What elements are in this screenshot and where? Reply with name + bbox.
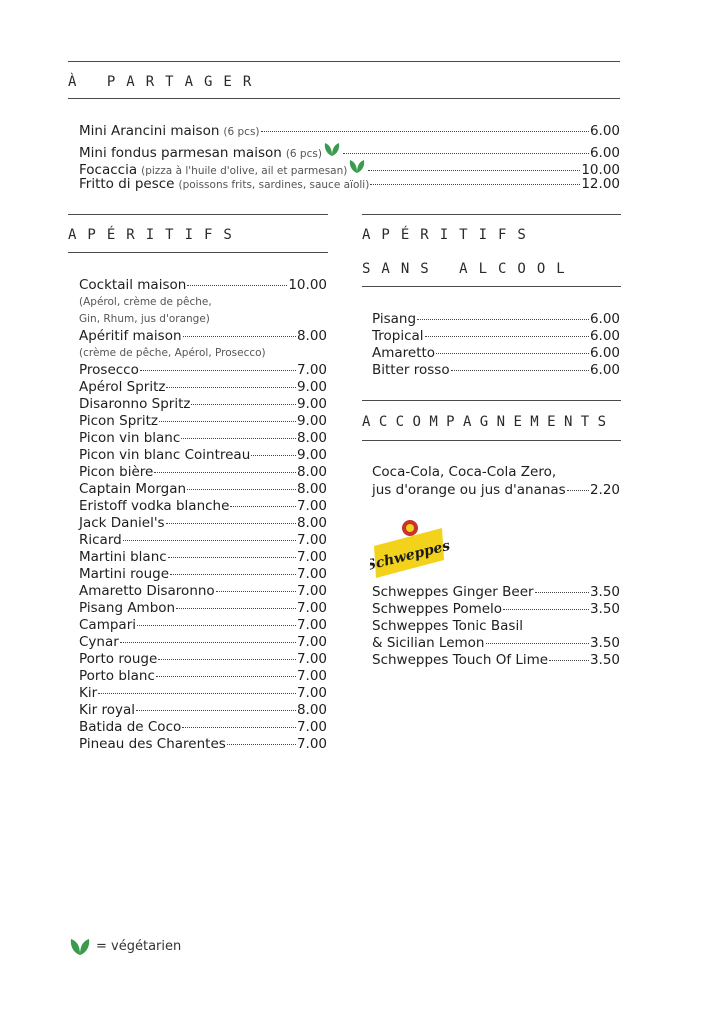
item-price: 7.00 — [296, 498, 327, 514]
menu-item — [79, 634, 327, 651]
item-name: Schweppes Ginger Beer — [372, 584, 534, 600]
item-price: 7.00 — [296, 532, 327, 548]
item-name: Kir royal — [79, 702, 135, 718]
item-price: 6.00 — [589, 328, 620, 344]
leader-dots — [261, 131, 589, 132]
item-description: (Apérol, crème de pêche, — [79, 296, 212, 308]
menu-item — [79, 430, 327, 447]
leader-dots — [98, 693, 296, 694]
leader-dots — [120, 642, 296, 643]
item-note: (poissons frits, sardines, sauce aïoli) — [178, 178, 370, 191]
leader-dots — [140, 370, 296, 371]
leader-dots — [549, 660, 589, 661]
section-title-sans-alcool-2: SANS ALCOOL — [362, 261, 576, 277]
item-price: 8.00 — [296, 481, 327, 497]
menu-item — [372, 345, 620, 362]
leader-dots — [425, 336, 589, 337]
menu-item — [79, 600, 327, 617]
menu-item — [79, 685, 327, 702]
item-price: 10.00 — [581, 162, 620, 178]
leader-dots — [156, 676, 296, 677]
section-title-aperitifs: APÉRITIFS — [68, 227, 243, 243]
item-name: Ricard — [79, 532, 122, 548]
leader-dots — [486, 643, 589, 644]
item-price: 7.00 — [296, 617, 327, 633]
menu-item — [79, 481, 327, 498]
item-name: Porto rouge — [79, 651, 158, 667]
menu-item-lime — [372, 652, 620, 669]
menu-item-tonic — [372, 635, 620, 652]
menu-item — [79, 176, 620, 194]
leaf-icon — [322, 141, 342, 157]
item-price: 7.00 — [296, 736, 327, 752]
item-price: 12.00 — [581, 175, 620, 192]
menu-item — [372, 362, 620, 379]
leader-dots — [343, 153, 589, 154]
item-name: Prosecco — [79, 362, 139, 378]
menu-item — [79, 583, 327, 600]
section-title-accompagnements: ACCOMPAGNEMENTS — [362, 414, 615, 430]
leader-dots — [370, 184, 580, 185]
menu-item — [79, 736, 327, 753]
item-price: 8.00 — [296, 464, 327, 480]
divider — [362, 440, 621, 441]
item-name: Picon bière — [79, 464, 154, 480]
leader-dots — [176, 608, 296, 609]
leader-dots — [187, 489, 296, 490]
item-name: Picon Spritz — [79, 413, 158, 429]
leader-dots — [137, 625, 296, 626]
menu-item-softs — [372, 482, 620, 499]
item-price: 7.00 — [296, 549, 327, 565]
item-price: 3.50 — [589, 601, 620, 617]
item-name: Batida de Coco — [79, 719, 182, 735]
item-price: 8.00 — [296, 515, 327, 531]
item-price: 9.00 — [296, 447, 327, 463]
section-title-sans-alcool-1: APÉRITIFS — [362, 227, 537, 243]
item-name: Apérol Spritz — [79, 379, 166, 395]
item-price: 7.00 — [296, 651, 327, 667]
menu-item — [79, 413, 327, 430]
divider — [68, 252, 328, 253]
item-price: 3.50 — [589, 635, 620, 651]
leader-dots — [187, 285, 287, 286]
item-name: Apéritif maison — [79, 328, 182, 344]
item-name: Amaretto — [372, 345, 436, 361]
item-price: 3.50 — [589, 652, 620, 668]
item-name: Captain Morgan — [79, 481, 187, 497]
leader-dots — [159, 421, 296, 422]
menu-item — [79, 396, 327, 413]
leader-dots — [503, 609, 589, 610]
menu-item — [372, 584, 620, 601]
menu-item — [79, 719, 327, 736]
item-name: Mini fondus parmesan maison — [79, 144, 282, 161]
menu-item — [79, 702, 327, 719]
leaf-icon — [68, 936, 92, 956]
leader-dots — [183, 336, 296, 337]
schweppes-logo — [370, 516, 450, 586]
menu-item — [372, 328, 620, 345]
item-name: Picon vin blanc Cointreau — [79, 447, 251, 463]
item-name: Eristoff vodka blanche — [79, 498, 230, 514]
menu-item — [372, 601, 620, 618]
divider — [68, 61, 620, 62]
item-note: (6 pcs) — [223, 126, 260, 138]
menu-item — [79, 549, 327, 566]
item-name: Mini Arancini maison — [79, 123, 220, 139]
leader-dots — [170, 574, 296, 575]
item-price: 7.00 — [296, 719, 327, 735]
menu-item — [79, 498, 327, 515]
item-description: (crème de pêche, Apérol, Prosecco) — [79, 347, 266, 359]
item-note: (6 pcs) — [285, 147, 322, 160]
item-name: Cocktail maison — [79, 277, 187, 293]
menu-item — [79, 566, 327, 583]
item-price: 8.00 — [296, 328, 327, 344]
item-price: 7.00 — [296, 362, 327, 378]
item-name: Martini rouge — [79, 566, 170, 582]
leader-dots — [166, 523, 296, 524]
item-name: Disaronno Spritz — [79, 396, 191, 412]
leader-dots — [368, 170, 580, 171]
leader-dots — [451, 370, 589, 371]
leader-dots — [181, 438, 296, 439]
menu-item — [79, 617, 327, 634]
item-name: & Sicilian Lemon — [372, 635, 485, 651]
item-price: 3.50 — [589, 584, 620, 600]
vegetarian-legend — [68, 936, 181, 956]
menu-item — [79, 464, 327, 481]
menu-item — [79, 362, 327, 379]
tonic-line: Schweppes Tonic Basil — [372, 618, 523, 634]
menu-item — [372, 311, 620, 328]
menu-item-cocktail-maison — [79, 277, 327, 294]
divider — [68, 214, 328, 215]
item-price: 10.00 — [288, 277, 327, 293]
leader-dots — [227, 744, 296, 745]
item-price: 9.00 — [296, 413, 327, 429]
item-name: Focaccia — [79, 162, 138, 178]
leader-dots — [567, 490, 589, 491]
menu-item — [79, 668, 327, 685]
leader-dots — [191, 404, 295, 405]
item-name: Pisang — [372, 311, 417, 327]
legend-text: = végétarien — [96, 938, 182, 954]
leader-dots — [417, 319, 589, 320]
item-name: Martini blanc — [79, 549, 167, 565]
item-price: 6.00 — [589, 144, 620, 161]
item-price: 9.00 — [296, 379, 327, 395]
item-name: Campari — [79, 617, 136, 633]
leader-dots — [166, 387, 295, 388]
logo-text: Schweppes — [370, 537, 450, 575]
item-name: Kir — [79, 685, 98, 701]
divider — [362, 400, 621, 401]
menu-item — [79, 447, 327, 464]
item-price: 7.00 — [296, 600, 327, 616]
item-name: jus d'orange ou jus d'ananas — [372, 482, 566, 498]
leader-dots — [123, 540, 296, 541]
leader-dots — [158, 659, 296, 660]
item-name: Porto blanc — [79, 668, 155, 684]
leader-dots — [168, 557, 296, 558]
item-price: 6.00 — [589, 311, 620, 327]
section-title-partager: À PARTAGER — [68, 74, 263, 90]
item-name: Bitter rosso — [372, 362, 450, 378]
item-price: 8.00 — [296, 430, 327, 446]
item-price: 6.00 — [589, 362, 620, 378]
item-price: 7.00 — [296, 583, 327, 599]
item-name: Schweppes Pomelo — [372, 601, 503, 617]
leader-dots — [230, 506, 296, 507]
item-price: 6.00 — [589, 345, 620, 361]
divider — [362, 286, 621, 287]
item-price: 9.00 — [296, 396, 327, 412]
menu-item-aperitif-maison — [79, 328, 327, 345]
item-name: Fritto di pesce — [79, 175, 175, 192]
divider — [68, 98, 620, 99]
softs-line: Coca-Cola, Coca-Cola Zero, — [372, 464, 557, 480]
leader-dots — [216, 591, 296, 592]
menu-item — [79, 515, 327, 532]
item-name: Pisang Ambon — [79, 600, 176, 616]
leader-dots — [436, 353, 589, 354]
leaf-icon — [347, 158, 367, 174]
item-price: 2.20 — [589, 482, 620, 498]
menu-item — [79, 379, 327, 396]
leader-dots — [136, 710, 296, 711]
leader-dots — [154, 472, 296, 473]
item-name: Amaretto Disaronno — [79, 583, 215, 599]
leader-dots — [251, 455, 296, 456]
item-name: Cynar — [79, 634, 119, 650]
item-price: 7.00 — [296, 668, 327, 684]
item-price: 7.00 — [296, 634, 327, 650]
divider — [362, 214, 621, 215]
item-name: Pineau des Charentes — [79, 736, 226, 752]
item-price: 7.00 — [296, 566, 327, 582]
item-price: 6.00 — [589, 123, 620, 139]
item-name: Tropical — [372, 328, 424, 344]
leader-dots — [182, 727, 296, 728]
item-price: 8.00 — [296, 702, 327, 718]
menu-item — [79, 651, 327, 668]
item-name: Jack Daniel's — [79, 515, 165, 531]
item-note: (pizza à l'huile d'olive, ail et parmesan) — [141, 165, 348, 177]
item-price: 7.00 — [296, 685, 327, 701]
menu-item — [79, 123, 620, 141]
item-name: Picon vin blanc — [79, 430, 181, 446]
menu-item — [79, 532, 327, 549]
item-description: Gin, Rhum, jus d'orange) — [79, 313, 210, 325]
item-name: Schweppes Touch Of Lime — [372, 652, 549, 668]
leader-dots — [535, 592, 589, 593]
